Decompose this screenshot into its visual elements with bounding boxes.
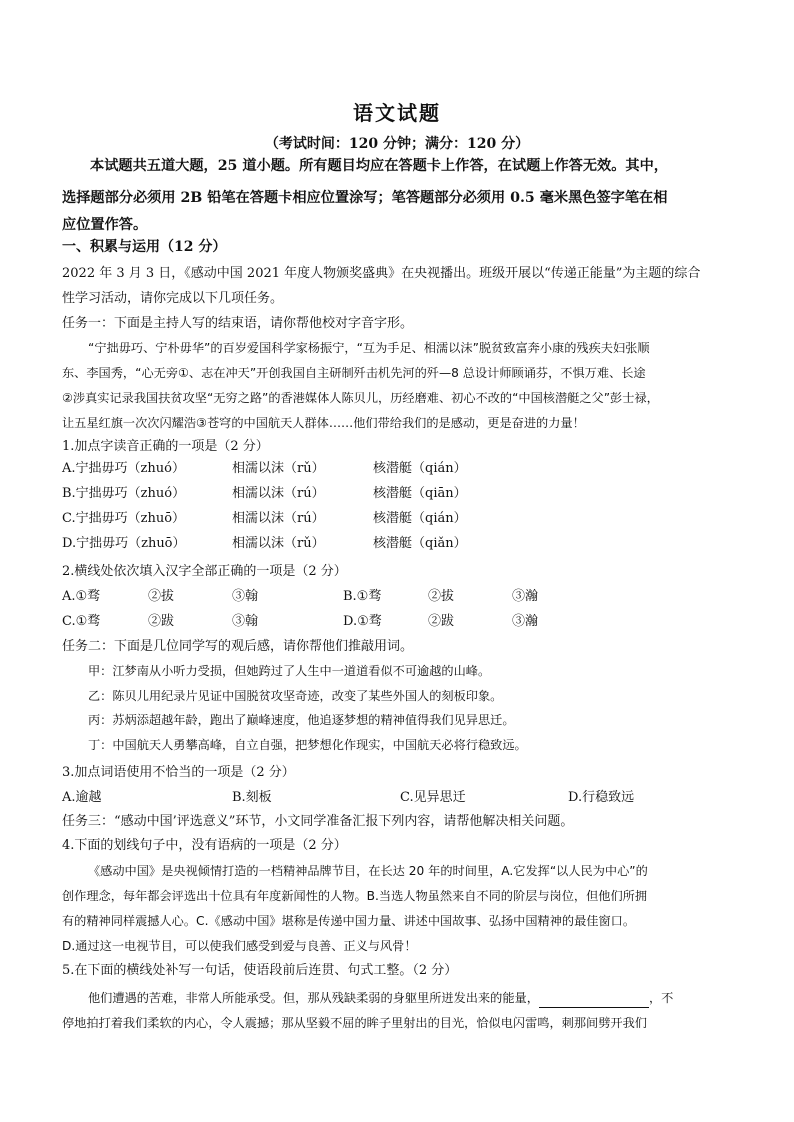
q1-option: 相濡以沫（rú） (232, 511, 325, 526)
q3-option: C.见异思迁 (400, 790, 466, 805)
q1-option: 相濡以沫（rǔ） (232, 536, 325, 551)
q2-option: ③翰 (232, 614, 259, 629)
q3-option: B.刻板 (232, 790, 272, 805)
question-5-stem: 5.在下面的横线处补写一句话，使语段前后连贯、句式工整。（2 分） (62, 963, 458, 978)
q4-paragraph: 创作理念，每年都会评选出十位具有年度新闻性的人物。B.当选人物虽然来自不同的阶层与岗位，但他们所拥 (62, 889, 648, 903)
task1-heading: 任务一：下面是主持人写的结束语，请你帮他校对字音字形。 (62, 316, 414, 331)
q2-option: ②拔 (148, 589, 175, 604)
intro-line-3: 应位置作答。 (62, 217, 148, 233)
q1-option: 相濡以沫（rǔ） (232, 461, 325, 476)
task3-heading: 任务三：“感动中国’评选意义”环节，小文同学准备汇报下列内容，请帮他解决相关问题。 (62, 814, 574, 829)
q1-option: 核潜艇（qiǎn） (373, 536, 467, 551)
passage-line: 让五星红旗一次次闪耀浩③苍穹的中国航天人群体……他们带给我们的是感动，更是奋进的力量！ (62, 416, 585, 430)
task2-item: 丙：苏炳添超越年龄，跑出了巅峰速度，他追逐梦想的精神值得我们见异思迁。 (88, 713, 515, 727)
task2-item: 丁：中国航天人勇攀高峰，自立自强，把梦想化作现实，中国航天必将行稳致远。 (88, 738, 527, 752)
question-2-stem: 2.横线处依次填入汉字全部正确的一项是（2 分） (62, 564, 347, 579)
section-paragraph: 性学习活动，请你完成以下几项任务。 (62, 291, 284, 306)
q1-option: 核潜艇（qián） (373, 461, 467, 476)
q2-option: ②跋 (148, 614, 175, 629)
q2-option: ③翰 (232, 589, 259, 604)
q3-option: A.逾越 (62, 790, 102, 805)
passage-line: “宁拙毋巧、宁朴毋华”的百岁爱国科学家杨振宁，“互为手足、相濡以沫”脱贫致富奔小康的残疾夫妇张顺 (88, 341, 650, 355)
answer-blank[interactable] (539, 993, 649, 1008)
q1-option: A.宁拙毋巧（zhuó） (62, 461, 185, 476)
q2-option: ②跋 (428, 614, 455, 629)
q2-option: D.①骛 (343, 614, 382, 629)
q1-option: 相濡以沫（rú） (232, 486, 325, 501)
exam-title: 语文试题 (353, 101, 441, 125)
q4-paragraph: D.通过这一电视节目，可以使我们感受到爱与良善、正义与风骨！ (62, 939, 417, 953)
question-1-stem: 1.加点字读音正确的一项是（2 分） (62, 439, 269, 454)
section-heading: 一、积累与运用（12 分） (62, 239, 227, 255)
q2-option: ②拔 (428, 589, 455, 604)
q3-option: D.行稳致远 (568, 790, 635, 805)
q1-option: 核潜艇（qiān） (373, 486, 467, 501)
q2-option: ③瀚 (512, 614, 539, 629)
q2-option: ③瀚 (512, 589, 539, 604)
exam-subtitle: （考试时间：120 分钟；满分：120 分） (264, 136, 530, 152)
intro-line-1: 本试题共五道大题，25 道小题。所有题目均应在答题卡上作答，在试题上作答无效。其中， (90, 158, 668, 174)
q5-paragraph: 停地拍打着我们柔软的内心，令人震撼；那从坚毅不屈的眸子里射出的目光，恰似电闪雷鸣，刺那间劈开我们 (62, 1016, 647, 1030)
q5-text: 他们遭遇的苦难，非常人所能承受。但，那从残缺柔弱的身躯里所迸发出来的能量， (88, 991, 539, 1005)
q1-option: D.宁拙毋巧（zhuō） (62, 536, 186, 551)
passage-line: ②涉真实记录我国扶贫攻坚“无穷之路”的香港媒体人陈贝儿，历经磨难、初心不改的“中国核潜艇之父”彭士禄， (62, 391, 659, 405)
q1-option: 核潜艇（qián） (373, 511, 467, 526)
q4-paragraph: 《感动中国》是央视倾情打造的一档精神品牌节目，在长达 20 年的时间里，A.它发挥“以人民为中心”的 (88, 864, 648, 878)
q4-paragraph: 有的精神同样震撼人心。C.《感动中国》堪称是传递中国力量、讲述中国故事、弘扬中国精神的最佳窗口。 (62, 914, 636, 928)
q5-paragraph (62, 988, 742, 1008)
task2-item: 甲：江梦南从小听力受损，但她跨过了人生中一道道看似不可逾越的山峰。 (88, 664, 491, 678)
q2-option: C.①骛 (62, 614, 101, 629)
q1-option: B.宁拙毋巧（zhuó） (62, 486, 186, 501)
section-paragraph: 2022 年 3 月 3 日，《感动中国 2021 年度人物颁奖盛典》在央视播出。班级开展以“传递正能量”为主题的综合 (62, 266, 701, 281)
question-4-stem: 4.下面的划线句子中，没有语病的一项是（2 分） (62, 838, 347, 853)
q2-option: A.①骛 (62, 589, 101, 604)
passage-line: 东、李国秀，“心无旁①、志在冲天”开创我国自主研制歼击机先河的歼—8 总设计师顾诵芬，不惧万难、长途 (62, 366, 646, 380)
q5-text: ，不 (648, 991, 674, 1005)
task2-item: 乙：陈贝儿用纪录片见证中国脱贫攻坚奇迹，改变了某些外国人的刻板印象。 (88, 689, 503, 703)
task2-heading: 任务二：下面是几位同学写的观后感，请你帮他们推敲用词。 (62, 639, 414, 654)
question-3-stem: 3.加点词语使用不恰当的一项是（2 分） (62, 765, 295, 780)
q2-option: B.①骛 (343, 589, 382, 604)
q1-option: C.宁拙毋巧（zhuō） (62, 511, 186, 526)
intro-line-2: 选择题部分必须用 2B 铅笔在答题卡相应位置涂写；笔答题部分必须用 0.5 毫米黑色签字笔在相 (62, 190, 668, 206)
